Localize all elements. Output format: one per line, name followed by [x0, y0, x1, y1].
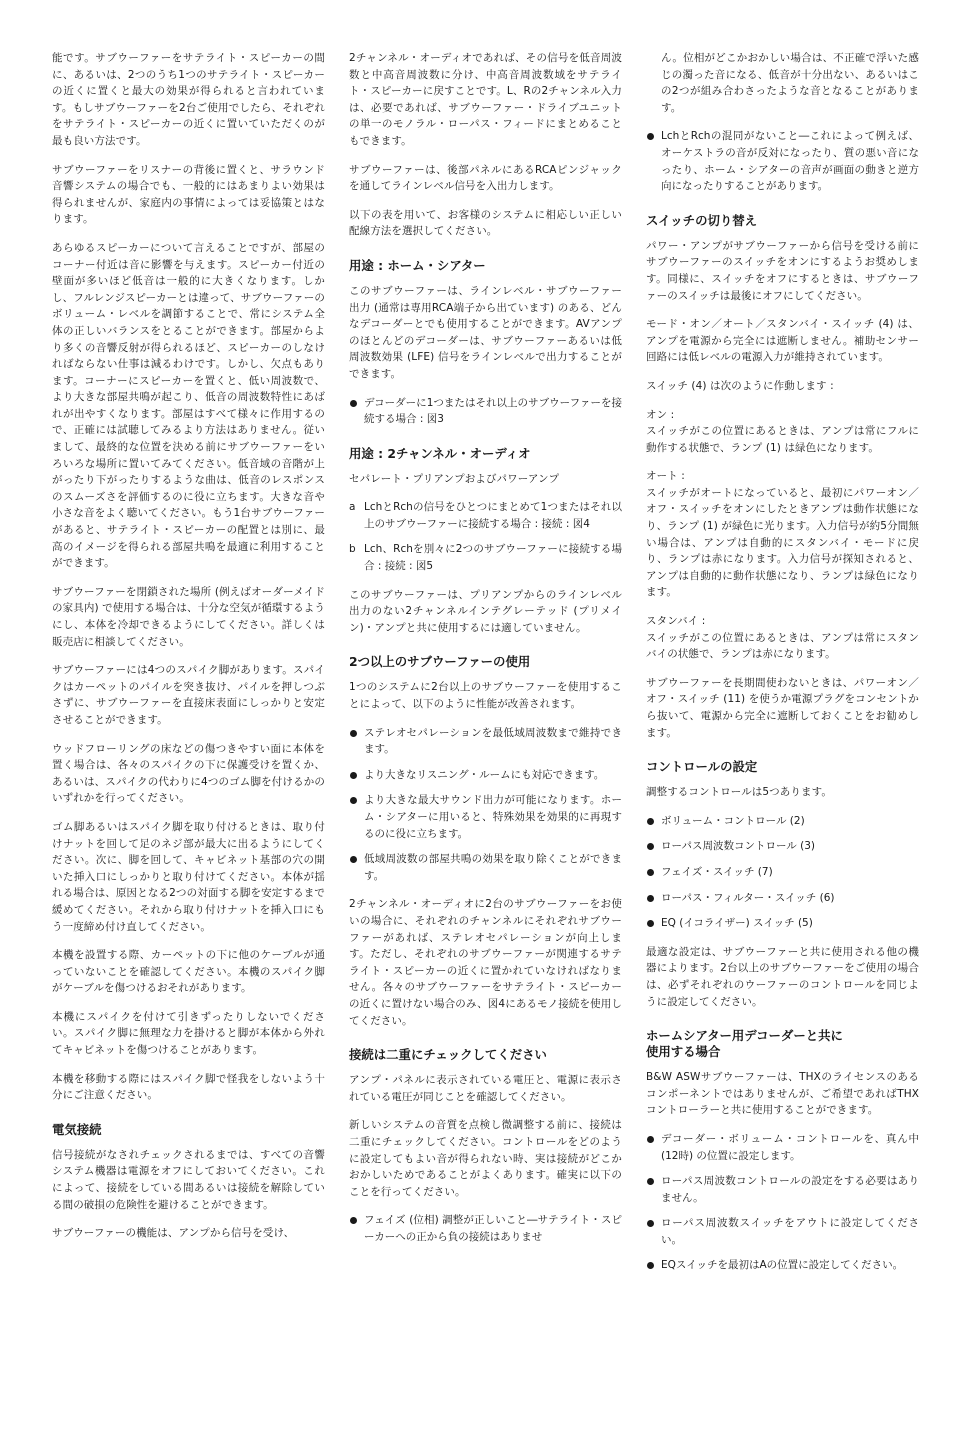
heading-line: 使用する場合	[646, 1044, 721, 1060]
paragraph: ん。位相がどこかおかしい場合は、不正確で浮いた感じの濁った音になる、低音が十分出ない、あるいはこの2つが組み合わさったような音となることがあります。	[661, 52, 919, 114]
list-item: デコーダー・ボリューム・コントロールを、真ん中 (12時) の位置に設定します。	[646, 1131, 919, 1164]
paragraph: ウッドフローリングの床などの傷つきやすい面に本体を置く場合は、各々のスパイクの下に保護受けを置くか、あるいは、スパイクの代わりに4つのゴム脚を付けるかのいずれかを行ってください。	[52, 742, 325, 805]
paragraph: 本機を設置する際、カーペットの下に他のケーブルが通っていないことを確認してください。本機のスパイク脚がケーブルを傷つけるおそれがあります。	[52, 949, 325, 995]
mode-label-standby: スタンバイ :	[646, 615, 706, 628]
list-item: より大きな最大サウンド出力が可能になります。ホーム・シアターに用いると、特殊効果を効果的に再現するのに役に立ちます。	[349, 792, 622, 842]
mode-label-auto: オート :	[646, 470, 685, 483]
paragraph: 調整するコントロールは5つあります。	[646, 786, 832, 799]
paragraph: 最適な設定は、サブウーファーと共に使用される他の機器によります。2台以上のサブウーファーをご使用の場合は、必ずそれぞれのウーファーのコントロールを同じように設定してください。	[646, 945, 919, 1008]
list-item: フェイズ・スイッチ (7)	[646, 864, 919, 881]
paragraph: スイッチがオートになっていると、最初にパワーオン／オフ・スイッチをオンにしたときアンプは動作状態になり、ランプ (1) が緑色に光ります。入力信号が約5分間無い場合は、アンプは自動的にスタンバイ・モードに戻り、ランプは赤になります。入力信号が探知されると、アンプは自動的に動作状態になり、ランプは緑色になります。	[646, 486, 919, 599]
lettered-list	[349, 499, 622, 574]
list-item: ローパス周波数コントロールの設定をする必要はありません。	[646, 1173, 919, 1206]
paragraph: スイッチ (4) は次のように作動します :	[646, 379, 834, 392]
list-item: LchとRchの混同がないこと―これによって例えば、オーケストラの音が反対になったり、質の悪い音になったり、ホーム・シアターの音声が画面の動きと逆方向になったりすることがあります。	[646, 128, 919, 194]
paragraph: あらゆるスピーカーについて言えることですが、部屋のコーナー付近は音に影響を与えます。スピーカー付近の壁面が多いほど低音は一般的に大きくなります。しかし、フルレンジスピーカーとは違って、サブウーファーのボリューム・レベルを調節することで、常にシステム全体の正しいバランスをとることができます。部屋からより多くの音響反射が得られるほど、スピーカーのしなければならない仕事は減るわけです。しかし、欠点もあります。コーナーにスピーカーを置くと、低い周波数で、より大きな部屋共鳴が起こり、低音の周波数特性にあばれが出やすくなります。部屋はすべて様々に作用するので、正確には試聴してみるより方法はありません。従いまして、最終的な位置を決める前にサブウーファーをいろいろな場所に置いてみてください。低音域の音階が上がったり下がったりするような曲は、低音のレスポンスのスムーズさを評価するのに役に立ちます。大きな音や小さな音をよく聴いてください。もう1台サブウーファーがあると、サテライト・スピーカーの配置とは別に、最高のイメージを得られる部屋共鳴を最適に利用することができます。	[52, 241, 325, 570]
paragraph: パワー・アンプがサブウーファーから信号を受ける前にサブウーファーのスイッチをオンにするようお奨めします。同様に、スイッチをオフにするときは、サブウーファーのスイッチは最後にオフにしてください。	[646, 239, 919, 302]
list-item: デコーダーに1つまたはそれ以上のサブウーファーを接続する場合 : 図3	[349, 395, 622, 428]
list-marker: a	[349, 501, 356, 514]
paragraph: サブウーファーを長期間使わないときは、パワーオン／オフ・スイッチ (11) を使うか電源プラグをコンセントから抜いて、電源から完全に遮断しておくことをお勧めします。	[646, 676, 919, 739]
list-item: EQ (イコライザー) スイッチ (5)	[646, 915, 919, 932]
list-item: ボリューム・コントロール (2)	[646, 813, 919, 830]
paragraph: サブウーファーをリスナーの背後に置くと、サラウンド音響システムの場合でも、一般的にはあまりよい効果は得られませんが、家庭内の事情によっては妥協策とはなります。	[52, 163, 325, 226]
bullet-list	[646, 813, 919, 932]
list-item: ローパス周波数コントロール (3)	[646, 838, 919, 855]
column-3	[646, 50, 919, 1433]
paragraph: 本機を移動する際にはスパイク脚で怪我をしないよう十分にご注意ください。	[52, 1072, 325, 1102]
list-item: 低域周波数の部屋共鳴の効果を取り除くことができます。	[349, 851, 622, 884]
list-item: ローパス周波数スイッチをアウトに設定してください。	[646, 1215, 919, 1248]
paragraph: スイッチがこの位置にあるときは、アンプは常にスタンバイの状態で、ランプは赤になります。	[646, 631, 919, 661]
paragraph: 以下の表を用いて、お客様のシステムに相応しい正しい配線方法を選択してください。	[349, 208, 622, 238]
list-item: ローパス・フィルター・スイッチ (6)	[646, 890, 919, 907]
mode-label-on: オン :	[646, 408, 675, 421]
paragraph: 能です。サブウーファーをサテライト・スピーカーの間に、あるいは、2つのうち1つのサテライト・スピーカーの近くに置くと最大の効果が得られると言われています。もしサブウーファーを2台ご使用でしたら、それぞれをサテライト・スピーカーの近くに置いていただくのが最も良い方法です。	[52, 52, 325, 147]
section-heading-multiple-subwoofers: 2つ以上のサブウーファーの使用	[349, 654, 531, 670]
paragraph: 1つのシステムに2台以上のサブウーファーを使用することによって、以下のように性能が改善されます。	[349, 681, 622, 711]
paragraph: セパレート・プリアンプおよびパワーアンプ	[349, 472, 560, 485]
paragraph: サブウーファーは、後部パネルにあるRCAピンジャックを通してラインレベル信号を入出力します。	[349, 163, 622, 193]
section-heading-switching: スイッチの切り替え	[646, 212, 758, 228]
list-item-text: LchとRchの信号をひとつにまとめて1つまたはそれ以上のサブウーファーに接続する場合 : 接続 : 図4	[364, 501, 622, 530]
section-heading-electrical: 電気接続	[52, 1121, 102, 1137]
paragraph: 新しいシステムの音質を点検し微調整する前に、接続は二重にチェックしてください。コントロールをどのように設定してもよい音が得られない時、実は接続がどこかおかしいためであることがよくあります。確実に以下のことを行ってください。	[349, 1119, 622, 1198]
paragraph: ゴム脚あるいはスパイク脚を取り付けるときは、取り付けナットを回して足のネジ部が最大に出るようにしてください。次に、脚を回して、キャビネット基部の穴の開いた挿入口にしっかりと取り付けてください。本体が揺れる場合は、原因となる2つの対面する脚を安定するまで緩めてください。それから取り付けナットを挿入口にもう一度締め付け直してください。	[52, 820, 325, 933]
paragraph: サブウーファーの機能は、アンプから信号を受け、	[52, 1227, 295, 1240]
paragraph: 本機にスパイクを付けて引きずったりしないでください。スパイク脚に無理な力を掛けると脚が本体から外れてキャビネットを傷つけることがあります。	[52, 1010, 325, 1057]
section-heading-home-theater: 用途 : ホーム・シアター	[349, 257, 486, 273]
paragraph: 2チャンネル・オーディオであれば、その信号を低音周波数と中高音周波数に分け、中高音周波数域をサテライト・スピーカーに戻すことです。L、Rの2チャンネル入力は、必要であれば、サブウーファー・ドライブユニットの単一のモノラル・ローパス・フィードにまとめることもできます。	[349, 52, 622, 147]
paragraph: サブウーファーを閉鎖された場所 (例えばオーダーメイドの家具内) で使用する場合は、十分な空気が循環するようにし、本体を冷却できるようにしてください。詳しくは販売店に相談してください。	[52, 585, 325, 648]
column-1	[52, 50, 325, 1433]
paragraph: 2チャンネル・オーディオに2台のサブウーファーをお使いの場合に、それぞれのチャンネルにそれぞれサブウーファーがあれば、ステレオセパレーションが向上します。ただし、それぞれのサブウーファーが関連するサテライト・スピーカーの近くに置かれていなければなりません。各々のサブウーファーをサテライト・スピーカーの近くに置けない場合のみ、図4にあるモノ接続を使用してください。	[349, 898, 622, 1027]
section-heading-2ch-audio: 用途 : 2チャンネル・オーディオ	[349, 445, 531, 461]
list-item	[349, 541, 622, 574]
list-marker: b	[349, 543, 356, 556]
list-item: EQスイッチを最初はAの位置に設定してください。	[646, 1257, 919, 1274]
paragraph: このサブウーファーは、プリアンプからのラインレベル出力のない2チャンネルインテグレーテッド (プリメイン)・アンプと共に使用するには適していません。	[349, 588, 622, 634]
list-item	[349, 499, 622, 532]
section-heading-controls: コントロールの設定	[646, 759, 758, 775]
list-item: より大きなリスニング・ルームにも対応できます。	[349, 767, 622, 784]
section-heading-thx	[646, 1028, 919, 1060]
paragraph: 信号接続がなされチェックされるまでは、すべての音響システム機器は電源をオフにしておいてください。これによって、接続をしている間あるいは接続を解除している間の破損の危険性を避けることができます。	[52, 1148, 325, 1211]
bullet-list	[646, 1131, 919, 1274]
list-item: フェイズ (位相) 調整が正しいこと―サテライト・スピーカーへの正から負の接続はありませ	[349, 1212, 622, 1245]
list-item-text: Lch、Rchを別々に2つのサブウーファーに接続する場合 : 接続 : 図5	[364, 543, 622, 573]
list-item: ステレオセパレーションを最低域周波数まで維持できます。	[349, 725, 622, 758]
bullet-list	[349, 1212, 622, 1245]
bullet-list	[646, 128, 919, 194]
paragraph: モード・オン／オート／スタンバイ・スイッチ (4) は、アンプを電源から完全には遮断しません。補助センサー回路には低レベルの電源入力が維持されています。	[646, 318, 919, 364]
heading-line: ホームシアター用デコーダーと共に	[646, 1028, 843, 1044]
bullet-list	[349, 395, 622, 428]
paragraph: サブウーファーには4つのスパイク脚があります。スパイクはカーペットのパイルを突き抜け、パイルを押しつぶさずに、サブウーファーを直接床表面にしっかりと安定させることができます。	[52, 664, 325, 726]
column-2	[349, 50, 622, 1433]
section-heading-double-check: 接続は二重にチェックしてください	[349, 1047, 547, 1063]
bullet-list	[349, 725, 622, 885]
paragraph: スイッチがこの位置にあるときは、アンプは常にフルに動作する状態で、ランプ (1) は緑色になります。	[646, 425, 919, 454]
paragraph: アンプ・パネルに表示されている電圧と、電源に表示されている電圧が同じことを確認してください。	[349, 1074, 622, 1103]
paragraph: このサブウーファーは、ラインレベル・サブウーファー出力 (通常は専用RCA端子から出ています) のある、どんなデコーダーとでも使用することができます。AVアンプのほとんどのデコーダーは、サブウーファーあるいは低周波数効果 (LFE) 信号をラインレベルで出力することができます。	[349, 284, 622, 380]
paragraph: B&W ASWサブウーファーは、THXのライセンスのあるコンポーネントではありませんが、ご希望であればTHXコントローラーと共に使用することができます。	[646, 1071, 919, 1117]
